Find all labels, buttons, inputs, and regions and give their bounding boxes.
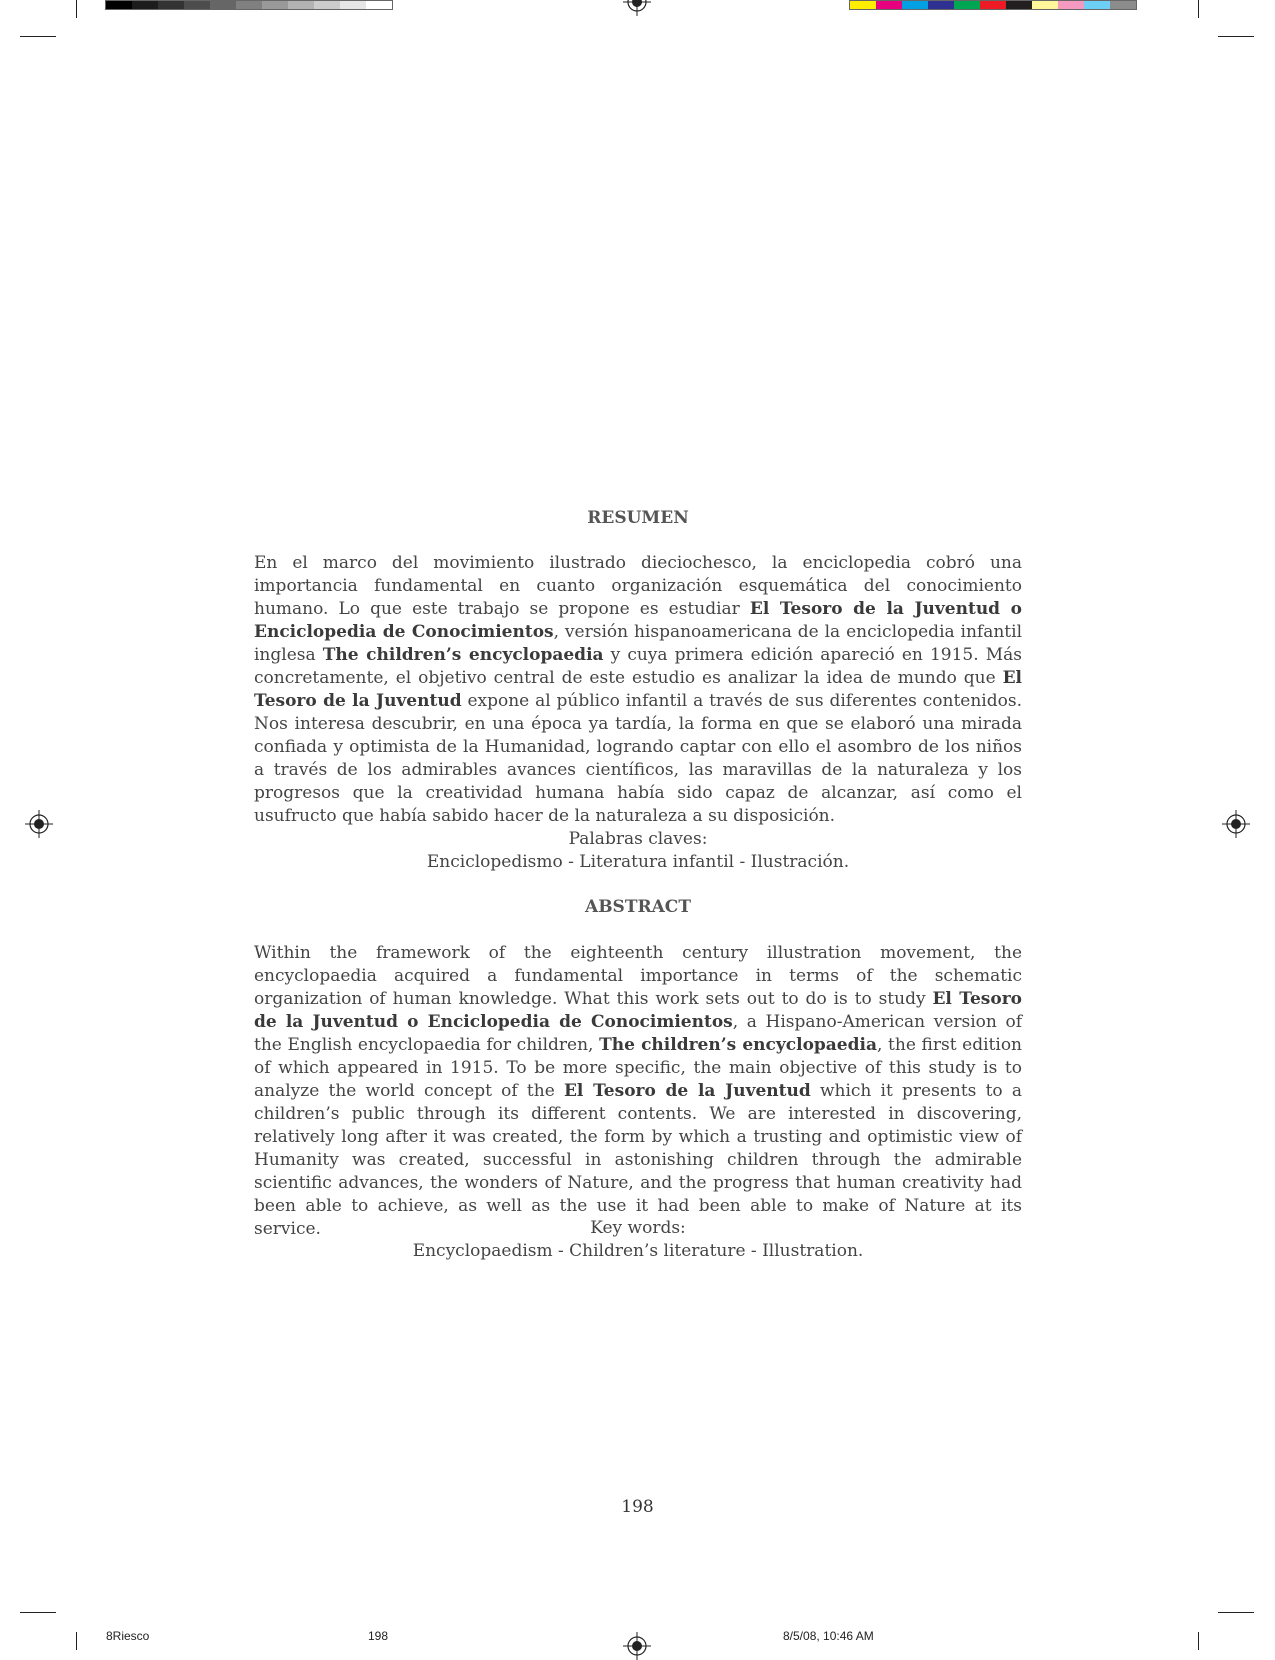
resumen-bold-title: El Tesoro de la Juventud o Enciclopedia de Conocimientos [254,599,1022,642]
gray-swatch [262,1,288,9]
abstract-text-4: which it presents to a children’s public through its different contents. We are interested in discovering, relatively long after it was created, the form by which a trusting and optimistic view of Humanity was created, successful in astonishing children through the admirable scientific advances, the wonders of Nature, and the progress that human creativity had been able to achieve, as well as the use it had been able to make of Nature at its service. [254,1081,1023,1239]
resumen-paragraph [254,552,1022,828]
gray-swatch [288,1,314,9]
process-color-swatch [1006,1,1032,9]
process-color-swatch [1084,1,1110,9]
crop-mark-top-right-v [1198,0,1199,18]
process-color-swatch [902,1,928,9]
gray-swatch [184,1,210,9]
slug-datetime: 8/5/08, 10:46 AM [783,1629,874,1643]
abstract-paragraph [254,942,1022,1241]
gray-swatch [314,1,340,9]
process-color-swatch [928,1,954,9]
resumen-bold-encyclopaedia: The children’s encyclopaedia [322,645,604,665]
grayscale-calibration-bar [105,0,393,10]
process-color-calibration-bar [849,0,1137,10]
gray-swatch [340,1,366,9]
abstract-keywords [254,1217,1022,1263]
process-color-swatch [980,1,1006,9]
registration-mark-bottom-icon [623,1632,651,1660]
resumen-text-4: expone al público infantil a través de sus diferentes contenidos. Nos interesa descubrir, en una época ya tardía, la forma en que se elaboró una mirada confiada y optimista de la Humanidad, logrando captar con ello el asombro de los niños a través de los admirables avances científicos, las maravillas de la naturaleza y los progresos que la creatividad humana había sido capaz de alcanzar, así como el usufructo que había sabido hacer de la naturaleza a su disposición. [254,691,1022,826]
slug-page: 198 [368,1629,389,1643]
crop-mark-bottom-right-v [1198,1632,1199,1650]
abstract-bold-tesoro: El Tesoro de la Juventud [563,1081,811,1101]
registration-mark-top-icon [623,0,651,16]
resumen-keywords-label: Palabras claves: [568,829,708,849]
process-color-swatch [1110,1,1136,9]
resumen-keywords-list: Enciclopedismo - Literatura infantil - Ilustración. [426,852,850,872]
registration-mark-right-icon [1222,810,1250,838]
gray-swatch [106,1,132,9]
registration-mark-left-icon [25,810,53,838]
process-color-swatch [850,1,876,9]
resumen-heading: RESUMEN [587,508,689,528]
crop-mark-top-left-v [76,0,77,18]
gray-swatch [132,1,158,9]
gray-swatch [158,1,184,9]
resumen-bold-tesoro: El Tesoro de la Juventud [254,668,1022,711]
gray-swatch [366,1,392,9]
crop-mark-bottom-left-h [20,1612,56,1613]
resumen-text-1: En el marco del movimiento ilustrado dieciochesco, la enciclopedia cobró una importancia fundamental en cuanto organización esquemática del conocimiento humano. Lo que este trabajo se propone es estudiar [254,553,1022,619]
crop-mark-top-left-h [20,36,56,37]
gray-swatch [236,1,262,9]
slug-file-name: 8Riesco [106,1629,150,1643]
abstract-keywords-list: Encyclopaedism - Children’s literature - Illustration. [412,1241,864,1261]
crop-mark-bottom-left-v [76,1632,77,1650]
crop-mark-top-right-h [1218,36,1254,37]
resumen-keywords [254,828,1022,874]
process-color-swatch [876,1,902,9]
gray-swatch [210,1,236,9]
crop-mark-bottom-right-h [1218,1612,1254,1613]
abstract-heading: ABSTRACT [585,897,691,917]
abstract-text-2: , a Hispano-American version of the English encyclopaedia for children, [254,1012,1023,1055]
resumen-text-2: , versión hispanoamericana de la enciclopedia infantil inglesa [254,622,1022,665]
process-color-swatch [1058,1,1084,9]
page-number: 198 [621,1497,654,1517]
abstract-text-3: , the first edition of which appeared in 1915. To be more specific, the main objective of this study is to analyze the world concept of the [254,1035,1023,1101]
resumen-text-3: y cuya primera edición apareció en 1915. Más concretamente, el objetivo central de este estudio es analizar la idea de mundo que [254,645,1022,688]
process-color-swatch [954,1,980,9]
abstract-keywords-label: Key words: [590,1218,686,1238]
abstract-bold-encyclopaedia: The children’s encyclopaedia [599,1035,877,1055]
process-color-swatch [1032,1,1058,9]
abstract-bold-title: El Tesoro de la Juventud o Enciclopedia de Conocimientos [254,989,1022,1032]
abstract-text-1: Within the framework of the eighteenth century illustration movement, the encyclopaedia acquired a fundamental importance in terms of the schematic organization of human knowledge. What this work sets out to do is to study [254,943,1022,1009]
